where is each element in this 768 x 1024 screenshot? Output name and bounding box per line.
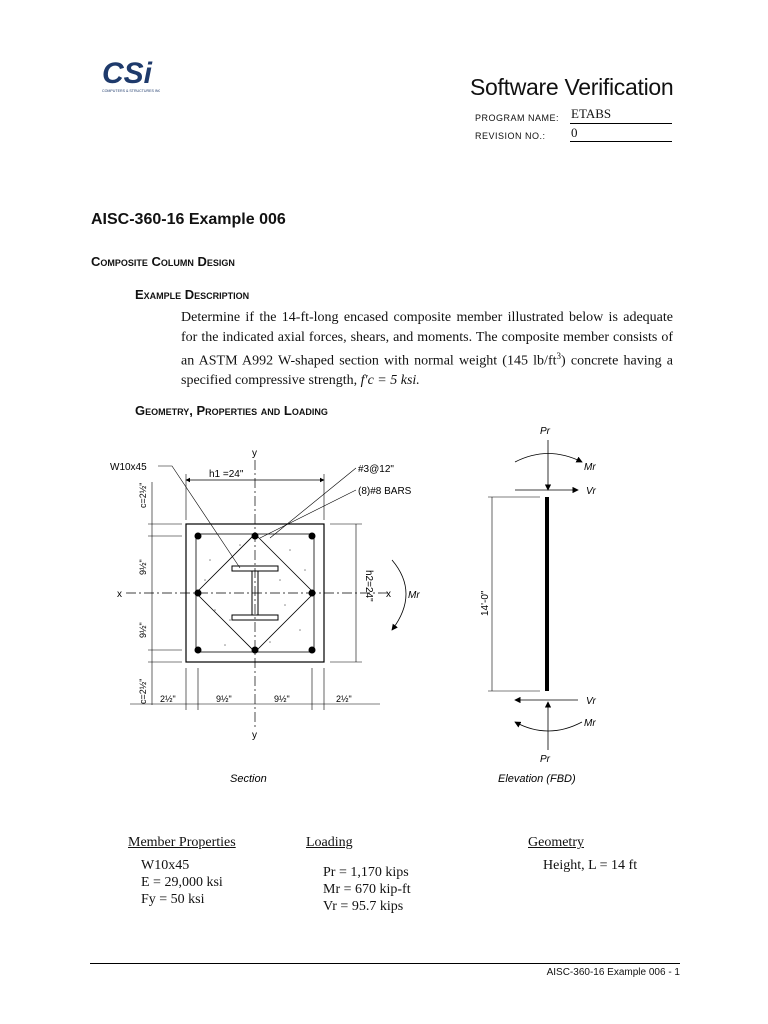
geometry-col-heading: Geometry [528,835,584,850]
height-dim-label: 14'-0" [480,590,491,616]
pr-top-label: Pr [540,426,550,437]
loading-line-3: Vr = 95.7 kips [323,899,404,914]
mr-top-label: Mr [584,462,596,473]
document-title: AISC-360-16 Example 006 [91,211,286,228]
program-name-value: ETABS [571,106,612,121]
dim-bottom-3: 9½" [274,694,290,704]
member-line-2: E = 29,000 ksi [141,875,223,890]
tie-leader [270,468,356,538]
axis-y-bottom: y [252,730,257,741]
loading-line-1: Pr = 1,170 kips [323,865,409,880]
member-properties-list [141,857,223,908]
csi-logo [100,55,160,95]
section-caption: Section [230,773,267,785]
loading-list [323,864,411,915]
logo-text: CSi [102,57,153,90]
section-heading: Composite Column Design [91,254,235,269]
bars-leader [260,490,356,538]
axis-x-left: x [117,589,122,600]
axis-y-top: y [252,448,257,459]
elevation-caption: Elevation (FBD) [498,773,576,785]
revision-label: REVISION NO.: [475,131,546,141]
section-moment-arc [392,560,406,630]
bars-label: (8)#8 BARS [358,486,412,497]
axis-x-right: x [386,589,391,600]
cover-top-label: c=2½" [138,482,148,508]
page-footer: AISC-360-16 Example 006 - 1 [546,967,680,978]
header-title: Software Verification [470,74,674,100]
elevation-view [480,426,596,765]
vr-top-label: Vr [586,486,596,497]
loading-heading: Loading [306,835,353,850]
h2-label: h2=24" [363,570,374,602]
description-fc: f′c = 5 ksi. [360,373,420,389]
w-shape-label: W10x45 [110,462,147,473]
description-tail: ) concrete having a specified compressive strength, [181,353,674,389]
column-member [545,497,549,691]
w-shape-leader [158,466,240,568]
tie-label: #3@12" [358,464,394,475]
dim-left-lower: 9½" [138,622,148,638]
member-properties-heading: Member Properties [128,835,236,850]
figure-diagram [90,420,690,790]
geometry-line-1: Height, L = 14 ft [543,858,638,873]
dim-bottom-1: 2½" [160,694,176,704]
mr-bottom-label: Mr [584,718,596,729]
vr-bottom-label: Vr [586,696,596,707]
program-name-label: PROGRAM NAME: [475,113,560,123]
mr-top-arc [515,454,582,463]
footer-rule [90,963,680,964]
member-line-1: W10x45 [141,858,190,873]
mr-bottom-arc [515,722,582,731]
cover-bottom-label: c=2½" [138,678,148,704]
logo-tagline: COMPUTERS & STRUCTURES INC. [102,89,160,93]
description-sup: 3 [556,351,562,361]
revision-rule [570,141,672,142]
geometry-heading: Geometry, Properties and Loading [135,403,328,418]
dim-left-upper: 9½" [138,559,148,575]
example-description [181,308,673,391]
geometry-list [543,857,637,874]
description-main: Determine if the 14-ft-long encased composite member illustrated below is adequate for the indicated axial forces, shears, and moments. The composite member consists of an ASTM A992 W-shaped section with normal weight (145 lb/ft [181,310,673,369]
pr-bottom-label: Pr [540,754,550,765]
dim-bottom-4: 2½" [336,694,352,704]
section-view [110,448,420,741]
example-heading: Example Description [135,287,250,302]
program-name-rule [570,123,672,124]
loading-line-2: Mr = 670 kip-ft [323,882,411,897]
member-line-3: Fy = 50 ksi [141,892,205,907]
dim-bottom-2: 9½" [216,694,232,704]
revision-value: 0 [571,125,578,140]
h1-label: h1 =24" [209,469,244,480]
section-moment-label: Mr [408,590,420,601]
